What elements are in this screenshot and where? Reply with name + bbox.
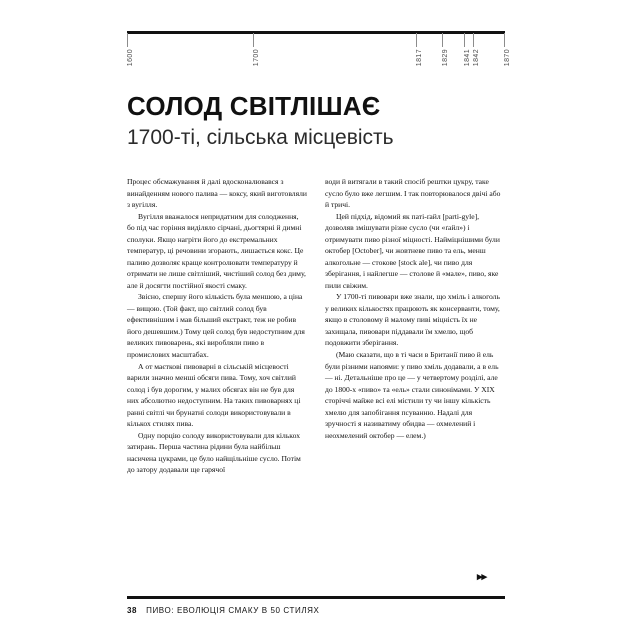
chapter-timeline (127, 31, 511, 81)
timeline-tick (442, 33, 443, 47)
running-head: ПИВО: ЕВОЛЮЦІЯ СМАКУ В 50 СТИЛЯХ (146, 606, 320, 615)
continuation-arrow-icon: ▸▸ (477, 571, 487, 583)
right-column-paragraph: води й витягали в такий спосіб рештки цукру, таке сусло було вже легшим. І так повторювалося двічі або й тричі. (325, 177, 501, 210)
body-text (127, 176, 505, 571)
left-column-paragraph: Вугілля вважалося непридатним для солодження, бо під час горіння виділяло сірчані, дьогтярні й димні сполуки. Якщо нагріти його до екстремальних температур, ці речовини згорають, лишається кокс. Це паливо дозволяє краще контролювати температуру й отримати не лише світліший, чистіший солод без диму, але й досягти постійної якості смаку. (127, 211, 306, 290)
timeline-tick (504, 33, 505, 47)
timeline-tick (127, 33, 128, 47)
text-column-left (127, 176, 307, 571)
text-column-right (325, 176, 505, 571)
left-column-paragraph: А от маєткові пивоварні в сільській місцевості варили значно менші обсяги пива. Тому, хоч світлий солод і був дорогим, у малих обсягах він не був для них абсолютно недоступним. На таких пивоварнях ці ранні світлі чи брунатні солоди використовували в кількох стилях пива. (127, 361, 301, 429)
left-column-paragraph: Звісно, спершу його кількість була меншою, а ціна — вищою. (Той факт, що світлий солод був ефективнішим і мав більший екстракт, теж не робив його дешевшим.) Тому цей солод був недоступним для великих пивоварень, які виробляли пиво в промислових масштабах. (127, 292, 305, 359)
timeline-tick-label: 1700 (252, 49, 260, 67)
timeline-tick-label: 1870 (503, 49, 511, 67)
right-column-paragraph: У 1700-ті пивовари вже знали, що хміль і алкоголь у великих кількостях працюють як консерванти, тому, якщо в столовому й малому пиві міцність їх не захищала, пивовари піддавали їм хмелю, щоб подовжити зберігання. (325, 292, 500, 348)
footer-rule (127, 596, 505, 599)
timeline-tick-label: 1817 (416, 49, 424, 67)
page-number: 38 (127, 606, 138, 615)
timeline-tick (473, 33, 474, 47)
timeline-tick-label: 1842 (472, 49, 480, 67)
timeline-rule (127, 31, 505, 34)
right-column-paragraph: (Маю сказати, що в ті часи в Британії пиво й ель були різними напоями: у пиво хміль додавали, а в ель — ні. Детальніше про це — у четвертому розділі, але до 1800-х «пиво» та «ель» стали синонімами. У XIX сторіччі майже всі елі містили ту чи іншу кількість хмелю для запобігання псуванню. Надалі для зручності я називатиму обидва — охмелений і неохмелений октобер — елем.) (325, 349, 499, 440)
timeline-tick (464, 33, 465, 47)
page-footer (127, 606, 320, 615)
timeline-tick (253, 33, 254, 47)
timeline-tick (416, 33, 417, 47)
page-title: СОЛОД СВІТЛІШАЄ (127, 91, 381, 121)
left-column-paragraph: Одну порцію солоду використовували для кількох затирань. Перша частина рідини була найбільш насичена цукрами, це було найщільніше сусло. Потім до затору додавали ще гарячої (127, 430, 301, 475)
timeline-tick-label: 1829 (441, 49, 449, 67)
page-subtitle: 1700-ті, сільська місцевість (127, 126, 394, 149)
left-column-paragraph: Процес обсмажування й далі вдосконалювався з винайденням нового палива — коксу, який виготовляли з вугілля. (127, 177, 307, 210)
timeline-tick-label: 1600 (127, 49, 134, 67)
timeline-tick-label: 1841 (464, 49, 472, 67)
right-column-paragraph: Цей підхід, відомий як паті-ґайл [parti-gyle], дозволяв змішувати різне сусло (чи «ґайл») і отримувати пиво різної міцності. Найміцнішими були октобер [October], чи жовтневе пиво та ель, менш алкогольне — стокове [stock ale], чи пиво для зберігання, і найлегше — столове й «мале», пиво, яке пили свіжим. (325, 211, 500, 290)
